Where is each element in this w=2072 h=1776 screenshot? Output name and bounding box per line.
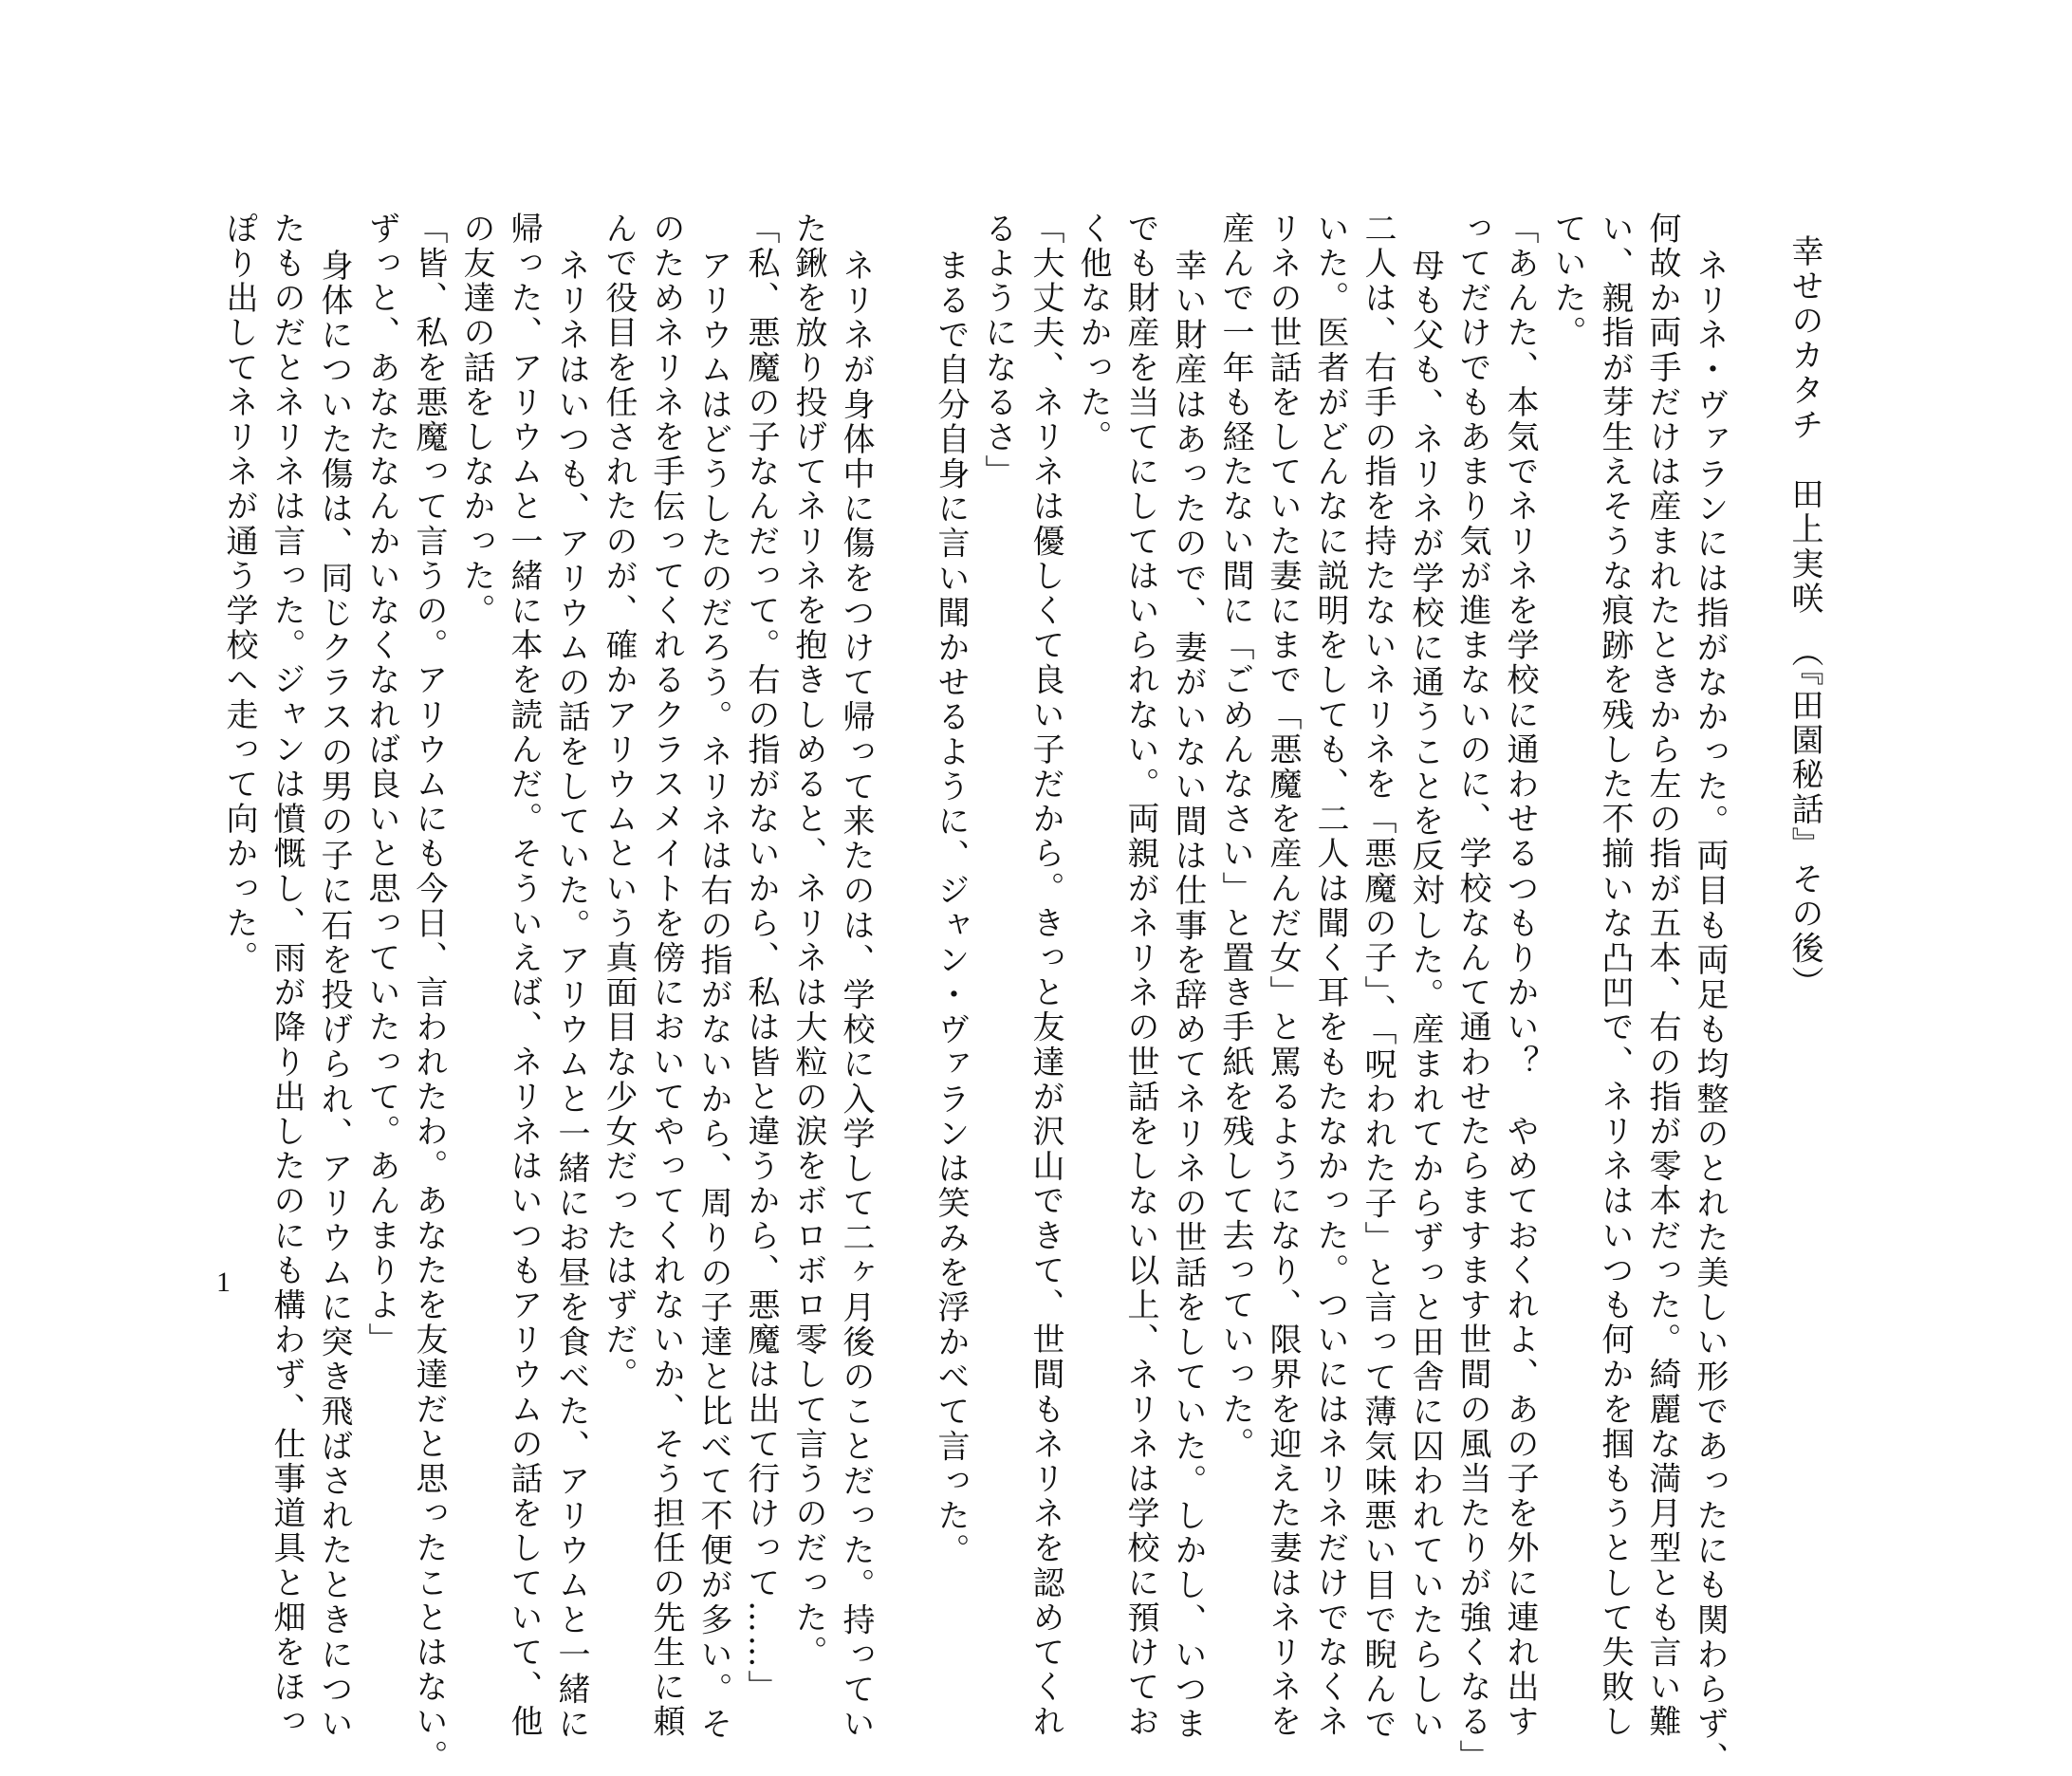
page-number: 1 xyxy=(216,1267,231,1298)
text-column: ぽり出してネリネが通う学校へ走って向かった。 xyxy=(220,212,258,976)
text-column: 二人は、右手の指を持たないネリネを「悪魔の子」、「呪われた子」と言って薄気味悪い目で睨んで xyxy=(1359,212,1397,1742)
text-column: の友達の話をしなかった。 xyxy=(457,212,495,629)
text-column: く他なかった。 xyxy=(1074,212,1112,455)
text-column: アリウムはどうしたのだろう。ネリネは右の指がないから、周りの子達と比べて不便が多い。そ xyxy=(694,249,732,1742)
text-column: 何故か両手だけは産まれたときから左の指が五本、右の指が零本だった。綺麗な満月型とも言い難 xyxy=(1643,212,1681,1740)
text-column: たものだとネリネは言った。ジャンは憤慨し、雨が降り出したのにも構わず、仕事道具と畑をほっ xyxy=(268,212,305,1740)
text-column: 母も父も、ネリネが学校に通うことを反対した。産まれてからずっと田舎に囚われていたらしい xyxy=(1406,249,1444,1742)
text-column: ネリネ・ヴァランには指がなかった。両目も両足も均整のとれた美しい形であったにも関わらず、 xyxy=(1691,249,1729,1776)
text-column: 「あんた、本気でネリネを学校に通わせるつもりかい？ やめておくれよ、あの子を外に連れ出す xyxy=(1501,212,1539,1740)
text-column: ネリネはいつも、アリウムの話をしていた。アリウムと一緒にお昼を食べた、アリウムと一緒に xyxy=(552,249,590,1742)
text-column: 身体についた傷は、同じクラスの男の子に石を投げられ、アリウムに突き飛ばされたときについ xyxy=(315,249,353,1742)
text-column: リネの世話をしていた妻にまで「悪魔を産んだ女」と罵るようになり、限界を迎えた妻はネリネを xyxy=(1264,212,1302,1740)
story-title-line: 幸せのカタチ 田上実咲 （『田園秘話』その後） xyxy=(1785,234,1823,1001)
text-column: のためネリネを手伝ってくれるクラスメイトを傍においてやってくれないか、そう担任の先生に頼 xyxy=(647,212,685,1740)
text-column: た鍬を放り投げてネリネを抱きしめると、ネリネは大粒の涙をボロボロ零して言うのだった。 xyxy=(789,212,827,1671)
text-column: ネリネが身体中に傷をつけて帰って来たのは、学校に入学して二ヶ月後のことだった。持ってい xyxy=(837,249,875,1742)
text-column: 帰った、アリウムと一緒に本を読んだ。そういえば、ネリネはいつもアリウムの話をしていて、他 xyxy=(505,212,543,1740)
text-column: ていた。 xyxy=(1548,212,1586,351)
text-column: 「大丈夫、ネリネは優しくて良い子だから。きっと友達が沢山できて、世間もネリネを認めてくれ xyxy=(1027,212,1064,1740)
text-column: 幸い財産はあったので、妻がいない間は仕事を辞めてネリネの世話をしていた。しかし、いつま xyxy=(1169,249,1207,1742)
text-column: 「私、悪魔の子なんだって。右の指がないから、私は皆と違うから、悪魔は出て行けって……」 xyxy=(742,212,780,1705)
text-column: ずっと、あなたなんかいなくなれば良いと思っていたって。あんまりよ」 xyxy=(362,212,400,1358)
text-column: 産んで一年も経たない間に「ごめんなさい」と置き手紙を残して去っていった。 xyxy=(1216,212,1254,1462)
text-column: 「皆、私を悪魔って言うの。アリウムにも今日、言われたわ。あなたを友達だと思ったことはない。 xyxy=(410,212,448,1774)
text-column: でも財産を当てにしてはいられない。両親がネリネの世話をしない以上、ネリネは学校に預けてお xyxy=(1121,212,1159,1740)
text-column: まるで自分自身に言い聞かせるように、ジャン・ヴァランは笑みを浮かべて言った。 xyxy=(932,249,970,1568)
text-column: ってだけでもあまり気が進まないのに、学校なんて通わせたらますます世間の風当たりが強くなる」 xyxy=(1453,212,1491,1774)
text-column: いた。医者がどんなに説明をしても、二人は聞く耳をもたなかった。ついにはネリネだけでなくネ xyxy=(1311,212,1349,1740)
text-column: るようになるさ」 xyxy=(979,212,1017,490)
text-column: んで役目を任されたのが、確かアリウムという真面目な少女だったはずだ。 xyxy=(600,212,638,1393)
text-column: い、親指が芽生えそうな痕跡を残した不揃いな凸凹で、ネリネはいつも何かを掴もうとして失敗し xyxy=(1596,212,1634,1740)
